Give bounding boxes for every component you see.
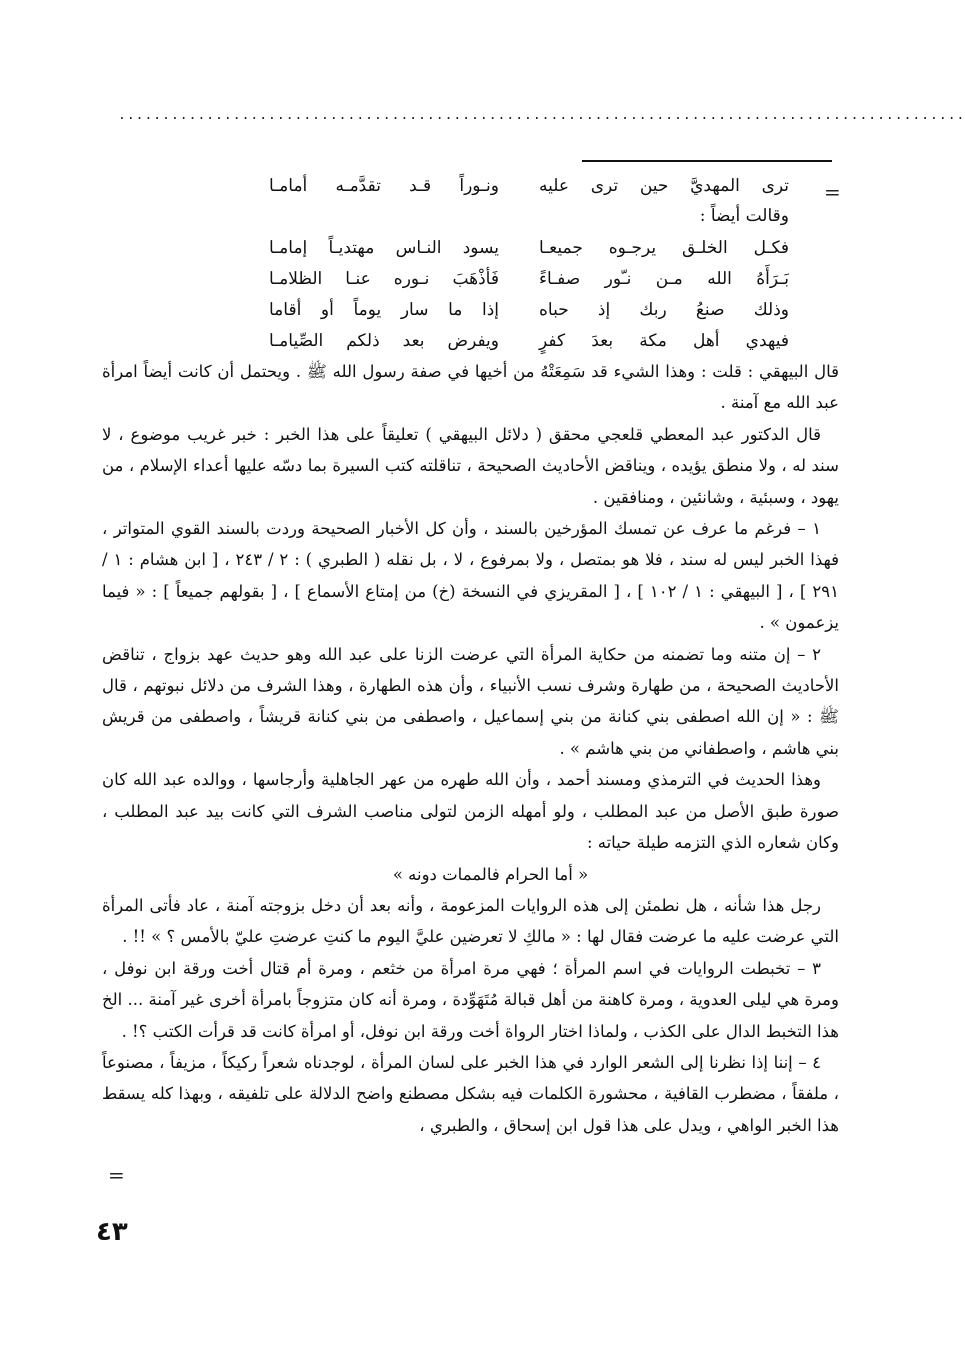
verse-3-right: بَـرَأَهُ الله مـن نـّور صفـاءً: [539, 268, 789, 289]
poem-intro: وقالت أيضاً :: [699, 206, 789, 226]
continuation-mark-top: =: [824, 180, 841, 204]
paragraph-8: ٤ – إننا إذا نظرنا إلى الشعر الوارد في هذا الخبر على لسان المرأة ، لوجدناه شعراً ركيكاً ، مزيفاً ، مصنوعاً ، ملفقاً ، مضطرب القافية ، محشورة الكلمات فيه بشكل مصطنع واضح الدلالة على تلفيقه ، وبهذا كله يسقط هذا الخبر الواهي ، ويدل على هذا قول ابن إسحاق ، والطبري ،: [102, 1052, 839, 1135]
paragraph-2: قال الدكتور عبد المعطي قلعجي محقق ( دلائل البيهقي ) تعليقاً على هذا الخبر : خبر غريب موضوع ، لا سند له ، ولا منطق يؤيده ، ويناقض الأحاديث الصحيحة ، تناقلته كتب السيرة بما دسّه عليها أعداء الإسلام ، من يهود ، وسبئية ، وشانئين ، ومنافقين .: [102, 424, 839, 507]
page-number: ٤٣: [96, 1217, 128, 1247]
paragraph-6: رجل هذا شأنه ، هل نطمئن إلى هذه الروايات المزعومة ، وأنه بعد أن دخل بزوجته آمنة ، عاد فأتى المرأة التي عرضت عليه ما عرضت فقال لها : « مالكِ لا تعرضين عليَّ اليوم ما كنتِ عرضتِ عليّ بالأمس ؟ » !! .: [102, 895, 839, 947]
paragraph-4: ٢ – إن متنه وما تضمنه من حكاية المرأة التي عرضت الزنا على عبد الله وهو حديث عهد بزواج ، تناقض الأحاديث الصحيحة ، من طهارة وشرف نسب الأنبياء ، وأن هذه الطهارة ، وهذا الشرف من دلائل نبوتهم ، قال ﷺ : « إن الله اصطفى بني كنانة من بني إسماعيل ، واصطفى من بني كنانة قريشاً ، واصطفى من قريش بني هاشم ، واصطفاني من بني هاشم » .: [102, 644, 839, 758]
verse-5: [189, 325, 789, 356]
continuation-mark-bottom: =: [108, 1163, 125, 1187]
verse-3: [189, 263, 789, 294]
quote-line: « أما الحرام فالممات دونه »: [392, 864, 589, 884]
paragraph-7: ٣ – تخبطت الروايات في اسم المرأة ؛ فهي مرة امرأة من خثعم ، ومرة أم قتال أخت ورقة ابن نوفل ، ومرة هي ليلى العدوية ، ومرة كاهنة من أهل قبالة مُتَهَوِّدة ، ومرة أنه كان متزوجاً بامرأة أخرى غير آمنة ... الخ هذا التخبط الدال على الكذب ، ولماذا اختار الرواة أخت ورقة ابن نوفل، أو امرأة كانت قد قرأت الكتب ؟! .: [102, 958, 839, 1041]
verse-4-right: وذلك صنعُ ربك إذ حباه: [539, 299, 789, 320]
poem-block: [189, 170, 789, 356]
verse-5-right: فيهدي أهل مكة بعدَ كفرٍ: [539, 330, 789, 351]
verse-5-left: ويفرض بعد ذلكم الصِّيامـا: [269, 330, 499, 351]
paragraph-5: وهذا الحديث في الترمذي ومسند أحمد ، وأن الله طهره من عهر الجاهلية وأرجاسها ، ووالده عبد الله كان صورة طبق الأصل من عبد المطلب ، ولو أمهله الزمن لتولى مناصب الشرف التي كانت بيد عبد المطلب ، وكان شعاره الذي التزمه طيلة حياته :: [102, 770, 839, 853]
verse-4-left: إذا ما سار يوماً أو أقاما: [269, 299, 499, 320]
paragraph-3: ١ – فرغم ما عرف عن تمسك المؤرخين بالسند ، وأن كل الأخبار الصحيحة وردت بالسند القوي المتواتر ، فهذا الخبر ليس له سند ، فلا هو بمتصل ، ولا بمرفوع ، لا ، بل نقله ( الطبري ) : ٢ / ٢٤٣ ، [ ابن هشام : ١ / ٢٩١ ] ، [ البيهقي : ١ / ١٠٢ ] ، [ المقريزي في النسخة (خ) من إمتاع الأسماع ] ، [ بقولهم جميعاً ] : « فيما يزعمون » .: [102, 519, 839, 633]
footnote-body: [102, 356, 839, 1141]
footnote-rule: [582, 160, 832, 162]
verse-1-right: ترى المهديَّ حين ترى عليه: [539, 175, 789, 196]
verse-1: [189, 170, 789, 201]
dotted-separator: ................................................................................................: [118, 108, 965, 123]
verse-2-left: يسود النـاس مهتديـاً إمامـا: [269, 237, 499, 258]
verse-2-right: فكـل الخلـق يرجـوه جميعـا: [539, 237, 789, 258]
verse-3-left: فَأذْهَبَ نـوره عنـا الظلامـا: [269, 268, 499, 289]
verse-2: [189, 232, 789, 263]
verse-1-left: ونـوراً قـد تقدَّمـه أمامـا: [269, 175, 499, 196]
paragraph-1: قال البيهقي : قلت : وهذا الشيء قد سَمِعَتْهُ من أخيها في صفة رسول الله ﷺ . ويحتمل أن كانت أيضاً امرأة عبد الله مع آمنة .: [102, 362, 839, 413]
verse-4: [189, 294, 789, 325]
